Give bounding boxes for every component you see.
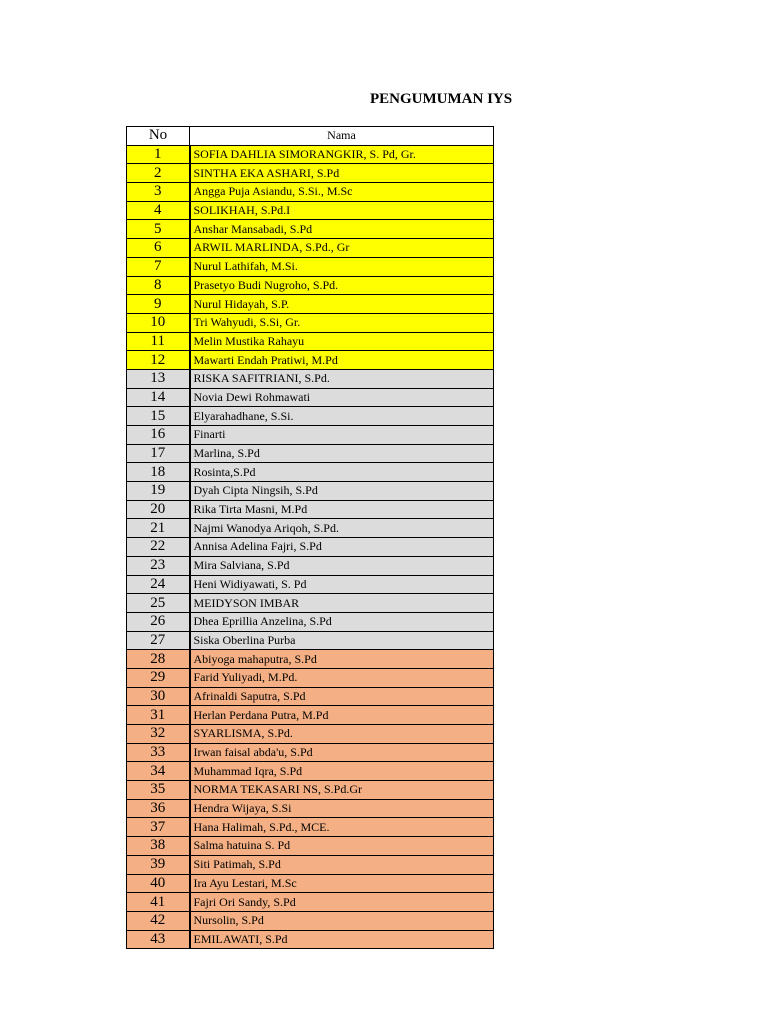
row-name: Nursolin, S.Pd — [190, 911, 494, 930]
row-name: NORMA TEKASARI NS, S.Pd.Gr — [190, 781, 494, 800]
table-row — [127, 369, 494, 388]
table-row — [127, 332, 494, 351]
row-number: 5 — [127, 220, 190, 239]
row-number: 3 — [127, 183, 190, 202]
table-header-row — [127, 127, 494, 146]
row-name: Heni Widiyawati, S. Pd — [190, 575, 494, 594]
row-number: 23 — [127, 556, 190, 575]
table-row — [127, 762, 494, 781]
row-number: 14 — [127, 388, 190, 407]
table-row — [127, 837, 494, 856]
row-name: Dhea Eprillia Anzelina, S.Pd — [190, 612, 494, 631]
table-row — [127, 781, 494, 800]
row-name: SYARLISMA, S.Pd. — [190, 725, 494, 744]
table-row — [127, 575, 494, 594]
row-number: 28 — [127, 650, 190, 669]
table-row — [127, 500, 494, 519]
row-number: 38 — [127, 837, 190, 856]
row-name: Dyah Cipta Ningsih, S.Pd — [190, 482, 494, 501]
table-row — [127, 650, 494, 669]
row-name: Farid Yuliyadi, M.Pd. — [190, 668, 494, 687]
row-number: 33 — [127, 743, 190, 762]
row-name: EMILAWATI, S.Pd — [190, 930, 494, 949]
row-number: 30 — [127, 687, 190, 706]
row-number: 35 — [127, 781, 190, 800]
row-number: 10 — [127, 313, 190, 332]
row-name: Finarti — [190, 426, 494, 445]
row-name: Afrinaldi Saputra, S.Pd — [190, 687, 494, 706]
row-name: Irwan faisal abda'u, S.Pd — [190, 743, 494, 762]
row-name: Salma hatuina S. Pd — [190, 837, 494, 856]
row-name: SINTHA EKA ASHARI, S.Pd — [190, 164, 494, 183]
row-number: 39 — [127, 855, 190, 874]
table-row — [127, 930, 494, 949]
table-row — [127, 164, 494, 183]
table-row — [127, 276, 494, 295]
table-body — [127, 145, 494, 949]
row-name: Nurul Hidayah, S.P. — [190, 295, 494, 314]
row-name: Muhammad Iqra, S.Pd — [190, 762, 494, 781]
table-row — [127, 612, 494, 631]
row-number: 21 — [127, 519, 190, 538]
row-number: 2 — [127, 164, 190, 183]
row-name: Rika Tirta Masni, M.Pd — [190, 500, 494, 519]
table-row — [127, 668, 494, 687]
row-number: 19 — [127, 482, 190, 501]
row-number: 16 — [127, 426, 190, 445]
column-header-name: Nama — [190, 127, 494, 146]
row-name: Siska Oberlina Purba — [190, 631, 494, 650]
row-number: 42 — [127, 911, 190, 930]
row-name: Marlina, S.Pd — [190, 444, 494, 463]
row-name: Mira Salviana, S.Pd — [190, 556, 494, 575]
row-number: 24 — [127, 575, 190, 594]
row-name: SOLIKHAH, S.Pd.I — [190, 201, 494, 220]
row-number: 27 — [127, 631, 190, 650]
table-row — [127, 482, 494, 501]
row-number: 4 — [127, 201, 190, 220]
table-row — [127, 519, 494, 538]
document-title: PENGUMUMAN IYS — [370, 91, 513, 107]
row-number: 20 — [127, 500, 190, 519]
table-row — [127, 444, 494, 463]
row-name: Anshar Mansabadi, S.Pd — [190, 220, 494, 239]
table-row — [127, 706, 494, 725]
table-row — [127, 911, 494, 930]
row-name: Melin Mustika Rahayu — [190, 332, 494, 351]
row-name: Annisa Adelina Fajri, S.Pd — [190, 538, 494, 557]
row-number: 43 — [127, 930, 190, 949]
table-row — [127, 426, 494, 445]
row-name: SOFIA DAHLIA SIMORANGKIR, S. Pd, Gr. — [190, 145, 494, 164]
table-row — [127, 556, 494, 575]
table-row — [127, 631, 494, 650]
table-row — [127, 893, 494, 912]
row-number: 36 — [127, 799, 190, 818]
row-name: Fajri Ori Sandy, S.Pd — [190, 893, 494, 912]
table-row — [127, 743, 494, 762]
table-row — [127, 313, 494, 332]
table-row — [127, 239, 494, 258]
row-number: 12 — [127, 351, 190, 370]
row-name: Prasetyo Budi Nugroho, S.Pd. — [190, 276, 494, 295]
table-row — [127, 351, 494, 370]
row-number: 8 — [127, 276, 190, 295]
table-row — [127, 874, 494, 893]
row-number: 31 — [127, 706, 190, 725]
row-number: 13 — [127, 369, 190, 388]
row-name: Najmi Wanodya Ariqoh, S.Pd. — [190, 519, 494, 538]
row-number: 18 — [127, 463, 190, 482]
row-number: 15 — [127, 407, 190, 426]
row-name: Hana Halimah, S.Pd., MCE. — [190, 818, 494, 837]
row-number: 26 — [127, 612, 190, 631]
row-name: Abiyoga mahaputra, S.Pd — [190, 650, 494, 669]
table-row — [127, 799, 494, 818]
table-row — [127, 145, 494, 164]
table-row — [127, 725, 494, 744]
row-number: 25 — [127, 594, 190, 613]
row-name: Ira Ayu Lestari, M.Sc — [190, 874, 494, 893]
table-row — [127, 594, 494, 613]
row-name: Angga Puja Asiandu, S.Si., M.Sc — [190, 183, 494, 202]
table-row — [127, 463, 494, 482]
row-number: 9 — [127, 295, 190, 314]
title-clip — [126, 89, 513, 109]
row-name: Rosinta,S.Pd — [190, 463, 494, 482]
row-number: 1 — [127, 145, 190, 164]
row-name: Tri Wahyudi, S.Si, Gr. — [190, 313, 494, 332]
row-number: 40 — [127, 874, 190, 893]
table-row — [127, 687, 494, 706]
table-row — [127, 220, 494, 239]
table-row — [127, 257, 494, 276]
table-row — [127, 201, 494, 220]
table-row — [127, 388, 494, 407]
row-number: 41 — [127, 893, 190, 912]
row-number: 11 — [127, 332, 190, 351]
row-number: 34 — [127, 762, 190, 781]
row-name: Siti Patimah, S.Pd — [190, 855, 494, 874]
row-name: Elyarahadhane, S.Si. — [190, 407, 494, 426]
row-name: Nurul Lathifah, M.Si. — [190, 257, 494, 276]
row-name: RISKA SAFITRIANI, S.Pd. — [190, 369, 494, 388]
table-row — [127, 538, 494, 557]
row-number: 7 — [127, 257, 190, 276]
row-name: ARWIL MARLINDA, S.Pd., Gr — [190, 239, 494, 258]
table-row — [127, 183, 494, 202]
row-number: 17 — [127, 444, 190, 463]
row-name: Mawarti Endah Pratiwi, M.Pd — [190, 351, 494, 370]
row-number: 32 — [127, 725, 190, 744]
row-name: Herlan Perdana Putra, M.Pd — [190, 706, 494, 725]
table-row — [127, 855, 494, 874]
row-number: 29 — [127, 668, 190, 687]
row-number: 22 — [127, 538, 190, 557]
table-row — [127, 295, 494, 314]
row-name: MEIDYSON IMBAR — [190, 594, 494, 613]
row-number: 6 — [127, 239, 190, 258]
row-name: Novia Dewi Rohmawati — [190, 388, 494, 407]
column-header-no: No — [127, 127, 190, 146]
row-number: 37 — [127, 818, 190, 837]
row-name: Hendra Wijaya, S.Si — [190, 799, 494, 818]
table-row — [127, 407, 494, 426]
participants-table — [126, 126, 494, 949]
table-row — [127, 818, 494, 837]
